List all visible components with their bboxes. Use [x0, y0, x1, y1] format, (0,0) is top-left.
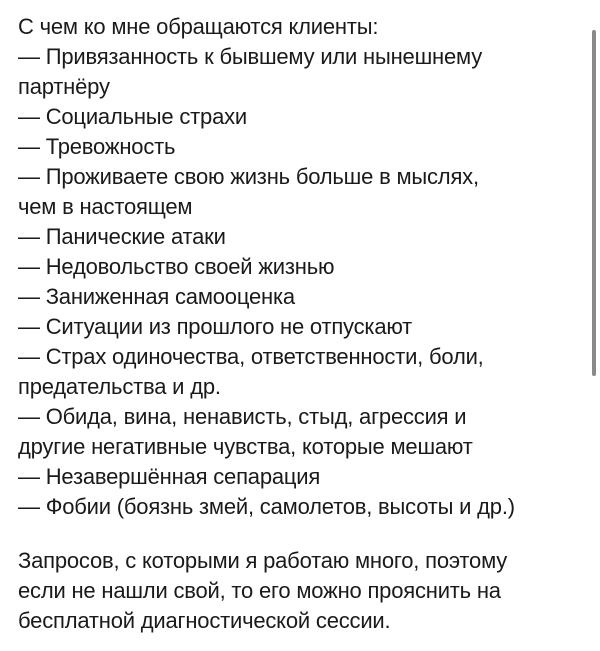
message-body [18, 12, 582, 636]
scrollbar-thumb[interactable] [592, 30, 596, 376]
list-item-line: — Страх одиночества, ответственности, боли, [18, 344, 484, 369]
outro-line: Запросов, с которыми я работаю много, поэтому [18, 548, 508, 573]
list-item-line: чем в настоящем [18, 194, 193, 219]
outro-line: бесплатной диагностической сессии. [18, 608, 391, 633]
list-item-line: предательства и др. [18, 374, 221, 399]
list-item-line: — Заниженная самооценка [18, 284, 295, 309]
list-item-line: — Социальные страхи [18, 104, 248, 129]
list-item-line: — Обида, вина, ненависть, стыд, агрессия и [18, 404, 467, 429]
list-item-line: — Тревожность [18, 134, 176, 159]
message-paragraph-list [18, 12, 582, 522]
list-item-line: — Недовольство своей жизнью [18, 254, 335, 279]
list-item-line: — Проживаете свою жизнь больше в мыслях, [18, 164, 479, 189]
list-item-line: — Незавершённая сепарация [18, 464, 321, 489]
outro-line: если не нашли свой, то его можно прояснить на [18, 578, 501, 603]
message-paragraph-outro [18, 546, 582, 636]
list-item-line: другие негативные чувства, которые мешают [18, 434, 473, 459]
list-item-line: партнёру [18, 74, 110, 99]
list-item-line: — Фобии (боязнь змей, самолетов, высоты и др.) [18, 494, 515, 519]
list-item-line: — Привязанность к бывшему или нынешнему [18, 44, 482, 69]
paragraph-gap [18, 522, 582, 546]
list-item-line: — Панические атаки [18, 224, 226, 249]
intro-line: С чем ко мне обращаются клиенты: [18, 14, 379, 39]
list-item-line: — Ситуации из прошлого не отпускают [18, 314, 413, 339]
